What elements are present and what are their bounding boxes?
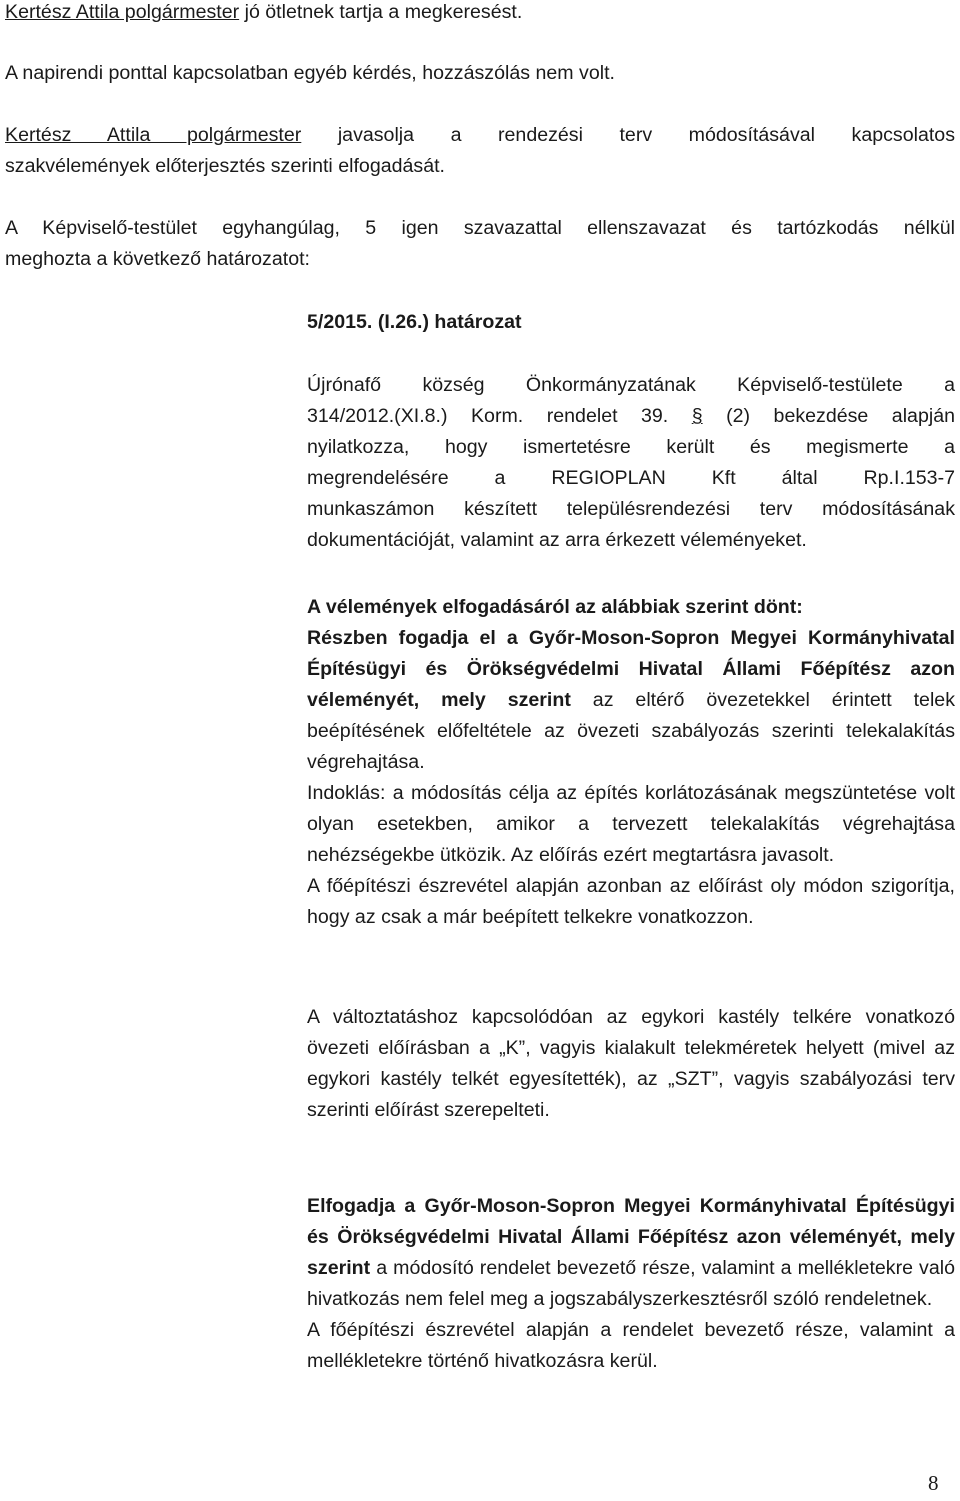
chief-architect-note: A főépítészi észrevétel alapján azonban az előírást oly módon szigorítja, hogy az csak a már beépített telkekre vonatkozzon.	[307, 875, 955, 928]
decision-heading: A vélemények elfogadásáról az alábbiak szerint dönt:	[307, 596, 803, 618]
acceptance-block	[307, 1191, 955, 1377]
section-sign: §	[691, 405, 703, 427]
final-note: A főépítészi észrevétel alapján a rendelet bevezető része, valamint a mellékletekre történő hivatkozásra kerül.	[307, 1319, 955, 1372]
vote-line-2: meghozta a következő határozatot:	[5, 248, 310, 270]
page-number: 8	[928, 1471, 939, 1495]
intro-line-3: Kertész Attila polgármester javasolja a rendezési terv módosításával kapcsolatos	[5, 124, 955, 146]
reasoning: Indoklás: a módosítás célja az építés korlátozásának megszüntetése volt olyan esetekben, amikor a tervezett telekalakítás végrehajtása nehézségekbe ütközik. Az előírás ezért megtartásra javasolt.	[307, 782, 955, 866]
intro-line-4: szakvélemények előterjesztés szerinti elfogadását.	[5, 155, 445, 177]
vote-line-1: A Képviselő-testület egyhangúlag, 5 igen szavazattal ellenszavazat és tartózkodás nélkül	[5, 217, 955, 239]
decision-block	[307, 592, 955, 933]
intro-line-2: A napirendi ponttal kapcsolatban egyéb kérdés, hozzászólás nem volt.	[5, 62, 615, 84]
mayor-name: Kertész Attila polgármester	[5, 124, 302, 146]
castle-paragraph: A változtatáshoz kapcsolódóan az egykori kastély telkére vonatkozó övezeti előírásban a „K”, vagyis kialakult telekméretek helyett (mivel az egykori kastély telkét egyesítették), az „SZT”, vagyis szabályozási terv szerinti előírást szerepelteti.	[307, 1006, 955, 1121]
resolution-title: 5/2015. (I.26.) határozat	[307, 311, 522, 333]
full-acceptance: Elfogadja a Győr-Moson-Sopron Megyei Kormányhivatal Építésügyi és Örökségvédelmi Hivatal Állami Főépítész azon véleményét, mely szerint a módosító rendelet bevezető része, valamint a mellékletekre való hivatkozás nem felel meg a jogszabályszerkesztésről szóló rendeletnek.	[307, 1195, 955, 1310]
mayor-name: Kertész Attila polgármester	[5, 1, 240, 23]
partial-acceptance: Részben fogadja el a Győr-Moson-Sopron Megyei Kormányhivatal Építésügyi és Örökségvédelmi Hivatal Állami Főépítész azon véleményét, mely szerint az eltérő övezetekkel érintett telek beépítésének előfeltétele az övezeti szabályozás szerinti telekalakítás végrehajtása.	[307, 627, 956, 773]
intro-line-1: Kertész Attila polgármester jó ötletnek tartja a megkeresést.	[5, 1, 523, 23]
resolution-preamble: Újrónafő község Önkormányzatának Képviselő-testülete a 314/2012.(XI.8.) Korm. rendelet 39. § (2) bekezdése alapján nyilatkozza, hogy ismertetésre került és megismerte a megrendelésére a REGIOPLAN Kft által Rp.I.153-7 munkaszámon készített településrendezési terv módosításának dokumentációját, valamint az arra érkezett véleményeket.	[307, 374, 955, 551]
resolution-block	[307, 307, 955, 338]
